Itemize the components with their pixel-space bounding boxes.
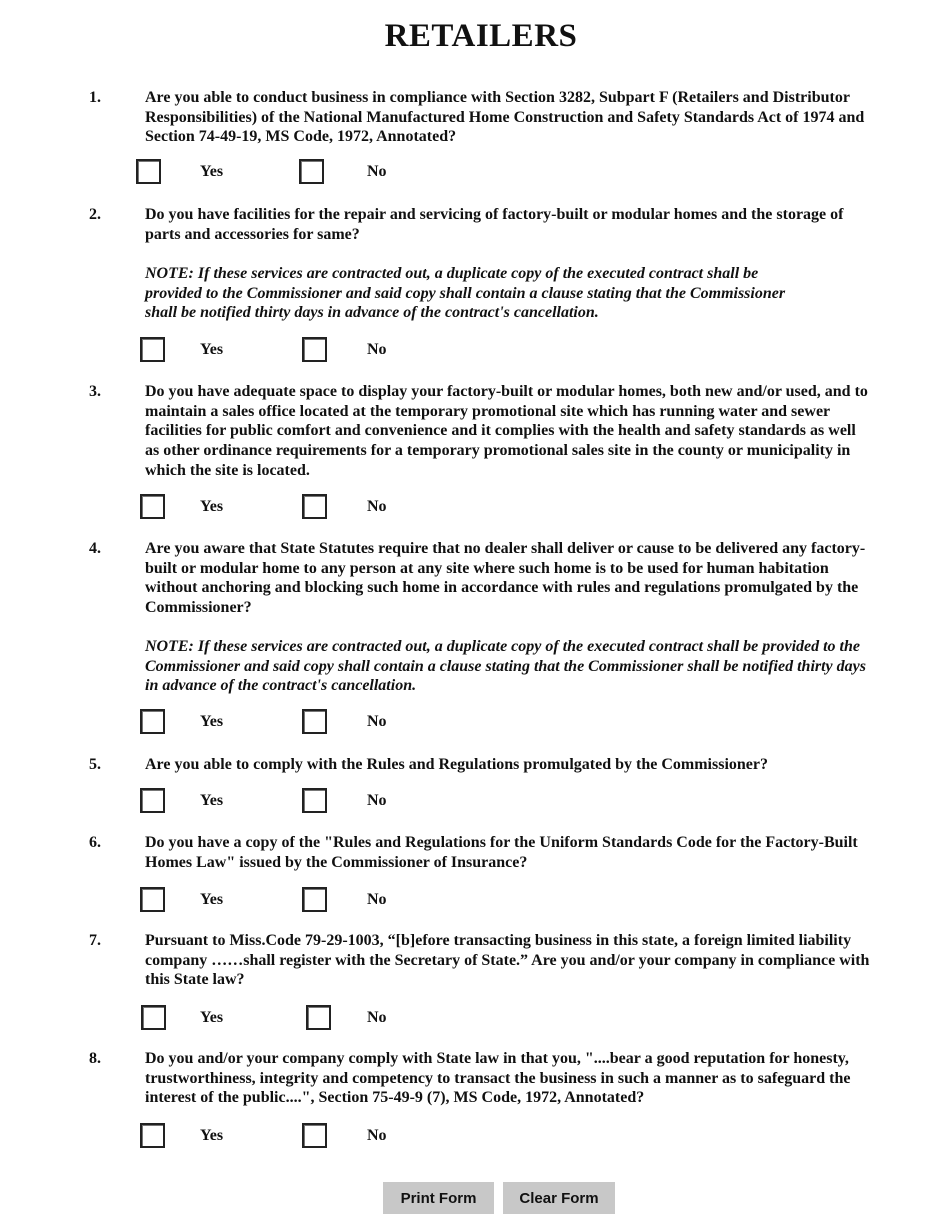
yes-checkbox[interactable] bbox=[140, 709, 165, 734]
yes-label: Yes bbox=[200, 792, 224, 809]
no-label: No bbox=[367, 163, 387, 180]
question-text: Are you aware that State Statutes require that no dealer shall deliver or cause to be delivered any factory-built or modular home to any person at any site where such home is to be used for human habitation without anchoring and blocking such home in accordance with rules and regulations promulgated by the Commissioner? bbox=[145, 540, 866, 617]
print-form-button[interactable]: Print Form bbox=[383, 1182, 494, 1214]
no-label: No bbox=[367, 341, 387, 358]
page-title: RETAILERS bbox=[384, 18, 578, 54]
yes-label: Yes bbox=[200, 163, 224, 180]
question-text: Are you able to comply with the Rules and Regulations promulgated by the Commissioner? bbox=[145, 756, 768, 773]
answer-row-3 bbox=[0, 494, 950, 524]
yes-checkbox[interactable] bbox=[140, 494, 165, 519]
yes-label: Yes bbox=[200, 498, 224, 515]
no-label: No bbox=[367, 1009, 387, 1026]
yes-label: Yes bbox=[200, 1127, 224, 1144]
no-label: No bbox=[367, 1127, 387, 1144]
yes-label: Yes bbox=[200, 713, 224, 730]
question-number: 7. bbox=[89, 932, 101, 949]
clear-form-button[interactable]: Clear Form bbox=[503, 1182, 615, 1214]
no-checkbox[interactable] bbox=[302, 1123, 327, 1148]
question-number: 1. bbox=[89, 89, 101, 106]
question-number: 3. bbox=[89, 383, 101, 400]
yes-label: Yes bbox=[200, 341, 224, 358]
answer-row-2 bbox=[0, 337, 950, 367]
yes-checkbox[interactable] bbox=[140, 337, 165, 362]
no-label: No bbox=[367, 498, 387, 515]
no-checkbox[interactable] bbox=[302, 337, 327, 362]
yes-checkbox[interactable] bbox=[136, 159, 161, 184]
question-note: NOTE: If these services are contracted out, a duplicate copy of the executed contract shall be provided to the Commissioner and said copy shall contain a clause stating that the Commissioner shall be notified thirty days in advance of the contract's cancellation. bbox=[145, 265, 786, 322]
yes-checkbox[interactable] bbox=[140, 887, 165, 912]
question-number: 8. bbox=[89, 1050, 101, 1067]
question-text: Are you able to conduct business in compliance with Section 3282, Subpart F (Retailers and Distributor Responsibilities) of the National Manufactured Home Construction and Safety Standards Act of 1974 and Section 74-49-19, MS Code, 1972, Annotated? bbox=[145, 89, 865, 146]
question-number: 2. bbox=[89, 206, 101, 223]
question-text: Pursuant to Miss.Code 79-29-1003, “[b]efore transacting business in this state, a foreign limited liability company ……shall register with the Secretary of State.” Are you and/or your company in compliance with this State law? bbox=[145, 932, 870, 989]
no-checkbox[interactable] bbox=[302, 887, 327, 912]
no-checkbox[interactable] bbox=[302, 788, 327, 813]
no-checkbox[interactable] bbox=[302, 494, 327, 519]
answer-row-5 bbox=[0, 788, 950, 818]
yes-checkbox[interactable] bbox=[141, 1005, 166, 1030]
answer-row-6 bbox=[0, 887, 950, 917]
question-text: Do you have facilities for the repair and servicing of factory-built or modular homes and the storage of parts and accessories for same? bbox=[145, 206, 844, 243]
no-checkbox[interactable] bbox=[306, 1005, 331, 1030]
answer-row-1 bbox=[0, 159, 950, 189]
question-number: 6. bbox=[89, 834, 101, 851]
question-text: Do you and/or your company comply with State law in that you, "....bear a good reputation for honesty, trustworthiness, integrity and competency to transact the business in such a manner as to safeguard the interest of the public....", Section 75-49-9 (7), MS Code, 1972, Annotated? bbox=[145, 1050, 851, 1107]
answer-row-8 bbox=[0, 1123, 950, 1153]
question-number: 4. bbox=[89, 540, 101, 557]
yes-checkbox[interactable] bbox=[140, 1123, 165, 1148]
no-label: No bbox=[367, 792, 387, 809]
question-note: NOTE: If these services are contracted out, a duplicate copy of the executed contract shall be provided to the Commissioner and said copy shall contain a clause stating that the Commissioner shall be notified thirty days in advance of the contract's cancellation. bbox=[145, 638, 866, 695]
no-checkbox[interactable] bbox=[302, 709, 327, 734]
answer-row-4 bbox=[0, 709, 950, 739]
yes-label: Yes bbox=[200, 1009, 224, 1026]
no-label: No bbox=[367, 891, 387, 908]
yes-label: Yes bbox=[200, 891, 224, 908]
answer-row-7 bbox=[0, 1005, 950, 1035]
no-checkbox[interactable] bbox=[299, 159, 324, 184]
no-label: No bbox=[367, 713, 387, 730]
yes-checkbox[interactable] bbox=[140, 788, 165, 813]
question-text: Do you have adequate space to display your factory-built or modular homes, both new and/or used, and to maintain a sales office located at the temporary promotional site which has running water and sewer facilities for public comfort and convenience and it complies with the health and safety standards as well as other ordinance requirements for a temporary promotional sales site in the county or municipality in which the site is located. bbox=[145, 383, 868, 479]
question-text: Do you have a copy of the "Rules and Regulations for the Uniform Standards Code for the Factory-Built Homes Law" issued by the Commissioner of Insurance? bbox=[145, 834, 858, 871]
question-number: 5. bbox=[89, 756, 101, 773]
